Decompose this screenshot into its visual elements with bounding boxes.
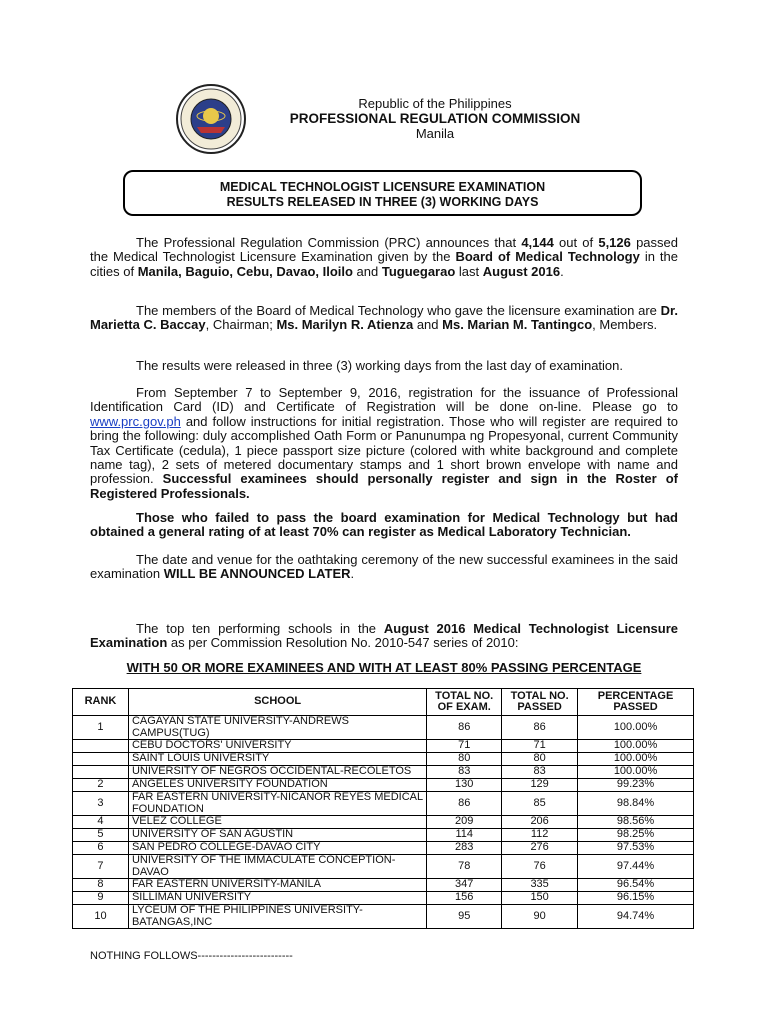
paragraph-failed: Those who failed to pass the board examination for Medical Technology but had obtained a general rating of at least 70% can register as Medical Laboratory Technician. (90, 510, 678, 540)
title-box (123, 170, 642, 216)
col-rank: RANK (73, 689, 129, 716)
col-total-exam: TOTAL NO. OF EXAM. (427, 689, 502, 716)
prc-website-link[interactable]: www.prc.gov.ph (90, 413, 181, 429)
col-total-passed: TOTAL NO. PASSED (502, 689, 578, 716)
table-row: 7 UNIVERSITY OF THE IMMACULATE CONCEPTION-DAVAO 78 76 97.44% (73, 855, 694, 879)
table-row: 5 UNIVERSITY OF SAN AGUSTIN 114 112 98.25% (73, 829, 694, 842)
nothing-follows: NOTHING FOLLOWS-------------------------- (90, 950, 293, 962)
paragraph-top-ten: The top ten performing schools in the August 2016 Medical Technologist Licensure Examination as per Commission Resolution No. 2010-547 series of 2010: (90, 621, 678, 651)
table-row: 2 ANGELES UNIVERSITY FOUNDATION 130 129 99.23% (73, 779, 694, 792)
title-line-2: RESULTS RELEASED IN THREE (3) WORKING DAYS (226, 195, 539, 209)
table-row: UNIVERSITY OF NEGROS OCCIDENTAL-RECOLETOS 83 83 100.00% (73, 766, 694, 779)
paragraph-board: The members of the Board of Medical Technology who gave the licensure examination are Dr. Marietta C. Baccay, Chairman; Ms. Marilyn R. Atienza and Ms. Marian M. Tantingco, Members. (90, 303, 678, 333)
table-row: 6 SAN PEDRO COLLEGE-DAVAO CITY 283 276 97.53% (73, 842, 694, 855)
top-schools-table (72, 688, 694, 929)
table-row: 3 FAR EASTERN UNIVERSITY-NICANOR REYES MEDICAL FOUNDATION 86 85 98.84% (73, 792, 694, 816)
title-line-1: MEDICAL TECHNOLOGIST LICENSURE EXAMINATION (219, 180, 546, 194)
col-percentage: PERCENTAGE PASSED (578, 689, 694, 716)
table-subheading: WITH 50 OR MORE EXAMINEES AND WITH AT LEAST 80% PASSING PERCENTAGE (126, 660, 642, 675)
paragraph-release: The results were released in three (3) working days from the last day of examination. (136, 358, 624, 373)
paragraph-registration: From September 7 to September 9, 2016, registration for the issuance of Professional Identification Card (ID) and Certificate of Registration will be done on-line. Please go to www.prc.gov.ph and follow instructions for initial registration. Those who will register are required to bring the following: duly accomplished Oath Form or Panunumpa ng Propesyonal, current Community Tax Certificate (cedula), 1 piece passport size picture (colored with white background and complete name tag), 2 sets of metered documentary stamps and 1 short brown envelope with name and profession. Successful examinees should personally register and sign in the Roster of Registered Professionals. (90, 385, 678, 501)
table-header-row (73, 689, 694, 716)
prc-seal (175, 83, 247, 155)
paragraph-results: The Professional Regulation Commission (PRC) announces that 4,144 out of 5,126 passed the Medical Technologist Licensure Examination given by the Board of Medical Technology in the cities of Manila, Baguio, Cebu, Davao, Iloilo and Tuguegarao last August 2016. (90, 235, 678, 279)
city-line: Manila (415, 126, 455, 141)
org-name: PROFESSIONAL REGULATION COMMISSION (289, 111, 581, 126)
table-row: 9 SILLIMAN UNIVERSITY 156 150 96.15% (73, 892, 694, 905)
table-row: 10 LYCEUM OF THE PHILIPPINES UNIVERSITY-BATANGAS,INC 95 90 94.74% (73, 905, 694, 929)
table-row: 1 CAGAYAN STATE UNIVERSITY-ANDREWS CAMPUS(TUG) 86 86 100.00% (73, 716, 694, 740)
country-line: Republic of the Philippines (358, 96, 512, 111)
table-row: CEBU DOCTORS' UNIVERSITY 71 71 100.00% (73, 740, 694, 753)
table-row: 8 FAR EASTERN UNIVERSITY-MANILA 347 335 96.54% (73, 879, 694, 892)
paragraph-oath: The date and venue for the oathtaking ceremony of the new successful examinees in the said examination WILL BE ANNOUNCED LATER. (90, 552, 678, 582)
table-row: SAINT LOUIS UNIVERSITY 80 80 100.00% (73, 753, 694, 766)
table-row: 4 VELEZ COLLEGE 209 206 98.56% (73, 816, 694, 829)
col-school: SCHOOL (128, 689, 426, 716)
letterhead (250, 96, 620, 141)
